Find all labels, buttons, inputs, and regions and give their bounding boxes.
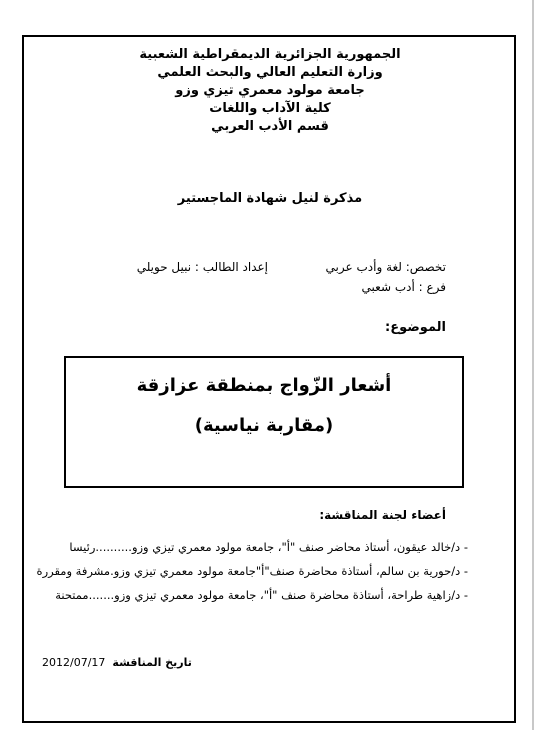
defense-line	[42, 656, 192, 669]
defense-date: 2012/07/17	[42, 656, 106, 669]
committee-member: - د/خالد عيقون، أستاذ محاضر صنف "أ"، جامعة مولود معمري تيزي وزو..........رئيسا	[69, 540, 468, 554]
committee-member: - د/حورية بن سالم، أستاذة محاضرة صنف"أ"جامعة مولود معمري تيزي وزو.مشرفة ومقررة	[36, 564, 468, 578]
branch: فرع : أدب شعبي	[361, 280, 446, 294]
committee-label: أعضاء لجنة المناقشة:	[319, 508, 446, 522]
prepared-by: إعداد الطالب : نبيل حويلي	[136, 260, 268, 274]
defense-label: تاريخ المناقشة	[112, 656, 192, 669]
committee-member: - د/زاهية طراحة، أستاذة محاضرة صنف "أ"، جامعة مولود معمري تيزي وزو.......ممتحنة	[55, 588, 468, 602]
faculty-name: كلية الآداب واللغات	[209, 101, 331, 116]
university-name: جامعة مولود معمري تيزي وزو	[175, 83, 365, 98]
thesis-title-box	[64, 356, 464, 488]
thesis-subtitle: (مقاربة نياسية)	[194, 415, 334, 436]
specialty: تخصص: لغة وأدب عربي	[325, 260, 446, 274]
ministry-name: وزارة التعليم العالي والبحث العلمي	[157, 65, 383, 80]
thesis-title: أشعار الزّواج بمنطقة عزازقة	[136, 375, 392, 396]
memo-title: مذكرة لنيل شهادة الماجستير	[177, 191, 363, 206]
republic-name: الجمهورية الجزائرية الديمقراطية الشعبية	[139, 47, 401, 62]
page-edge-shadow	[532, 0, 534, 730]
subject-label: الموضوع:	[385, 320, 446, 335]
department-name: قسم الأدب العربي	[211, 119, 329, 134]
